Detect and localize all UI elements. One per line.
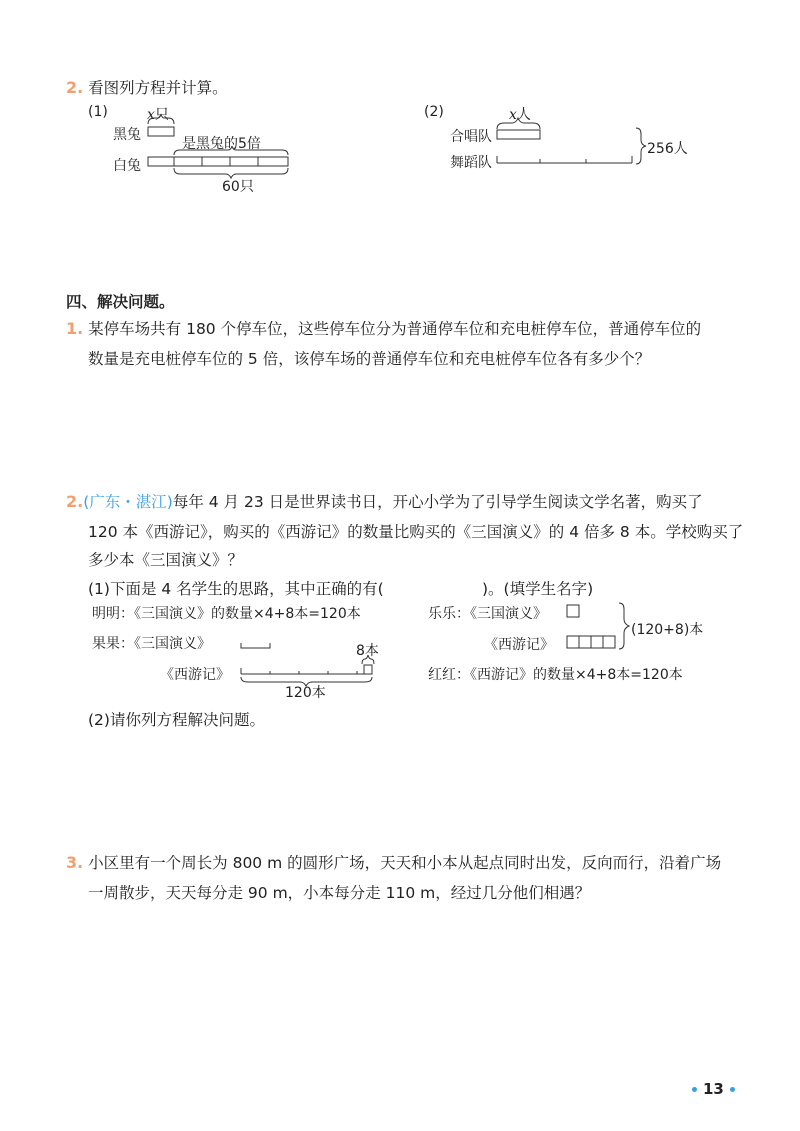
total-brace	[174, 168, 288, 178]
lele-brace	[619, 603, 629, 649]
problem-number: 1.	[66, 319, 84, 338]
bullet-icon	[692, 1087, 697, 1092]
problem-number: 2.	[66, 492, 84, 511]
bullet-icon	[730, 1087, 735, 1092]
sub2-x-label: x人	[509, 107, 531, 123]
question-number: 2.	[66, 78, 84, 97]
white-rabbit-bar	[148, 157, 288, 166]
black-rabbit-label: 黑兔	[113, 127, 141, 143]
guoguo-idea: 果果：《三国演义》	[92, 636, 211, 652]
sub2-label: (2)	[424, 104, 444, 120]
problem-2-sub2: (2)请你列方程解决问题。	[88, 711, 265, 729]
total-label: 60只	[222, 179, 254, 195]
guoguo-xiyouji: 《西游记》	[160, 667, 230, 683]
honghong-idea: 红红：《西游记》的数量×4+8本=120本	[428, 667, 683, 683]
problem-2-sub1-b: )。(填学生名字)	[482, 580, 594, 598]
problem-2-sub1-a: (1)下面是 4 名学生的思路，其中正确的有(	[88, 580, 384, 598]
problem-2-line-1: 2.(广东・湛江)每年 4 月 23 日是世界读书日，开心小学为了引导学生阅读文学名著，购买了	[66, 492, 703, 511]
lele-idea: 乐乐：《三国演义》	[428, 606, 547, 622]
sub1-x-label: x只	[147, 107, 169, 123]
brace-top-label: 是黑兔的5倍	[182, 136, 261, 152]
mingming-idea: 明明：《三国演义》的数量×4+8本=120本	[92, 606, 361, 622]
guoguo-total: 120本	[285, 685, 326, 701]
guoguo-8: 8本	[356, 643, 379, 659]
page-number: 13	[686, 1080, 741, 1098]
sub1-label: (1)	[88, 104, 108, 120]
problem-3-line-1: 3. 小区里有一个周长为 800 m 的圆形广场，天天和小本从起点同时出发，反向而行，沿着广场	[66, 853, 722, 872]
lele-total: (120+8)本	[631, 622, 704, 638]
choir-label: 合唱队	[450, 129, 492, 145]
problem-1-line-2: 数量是充电桩停车位的 5 倍，该停车场的普通停车位和充电桩停车位各有多少个？	[88, 350, 651, 368]
five-times-brace	[174, 146, 288, 155]
x-brace	[148, 114, 174, 124]
problem-source: (广东・湛江)	[83, 493, 173, 511]
sub2-total: 256人	[647, 141, 688, 157]
lele-xiyouji: 《西游记》	[484, 637, 554, 653]
problem-number: 3.	[66, 853, 84, 872]
problem-2-line-3: 多少本《三国演义》？	[88, 551, 244, 569]
question-text: 看图列方程并计算。	[88, 79, 228, 97]
white-rabbit-label: 白兔	[113, 158, 141, 174]
problem-1-line-1: 1. 某停车场共有 180 个停车位，这些停车位分为普通停车位和充电桩停车位，普通停车位的	[66, 319, 702, 338]
black-rabbit-bar	[148, 127, 174, 136]
choir-bar	[497, 130, 540, 139]
lele-sanguo-box	[567, 605, 579, 617]
section-title: 四、解决问题。	[66, 293, 175, 311]
problem-3-line-2: 一周散步，天天每分走 90 m，小本每分走 110 m，经过几分他们相遇？	[88, 884, 591, 902]
dance-label: 舞蹈队	[450, 155, 492, 171]
total-right-brace	[636, 128, 646, 164]
guoguo-sanguo-bar	[241, 643, 270, 648]
problem-2-line-2: 120 本《西游记》，购买的《西游记》的数量比购买的《三国演义》的 4 倍多 8 本。学校购买了	[88, 523, 744, 541]
